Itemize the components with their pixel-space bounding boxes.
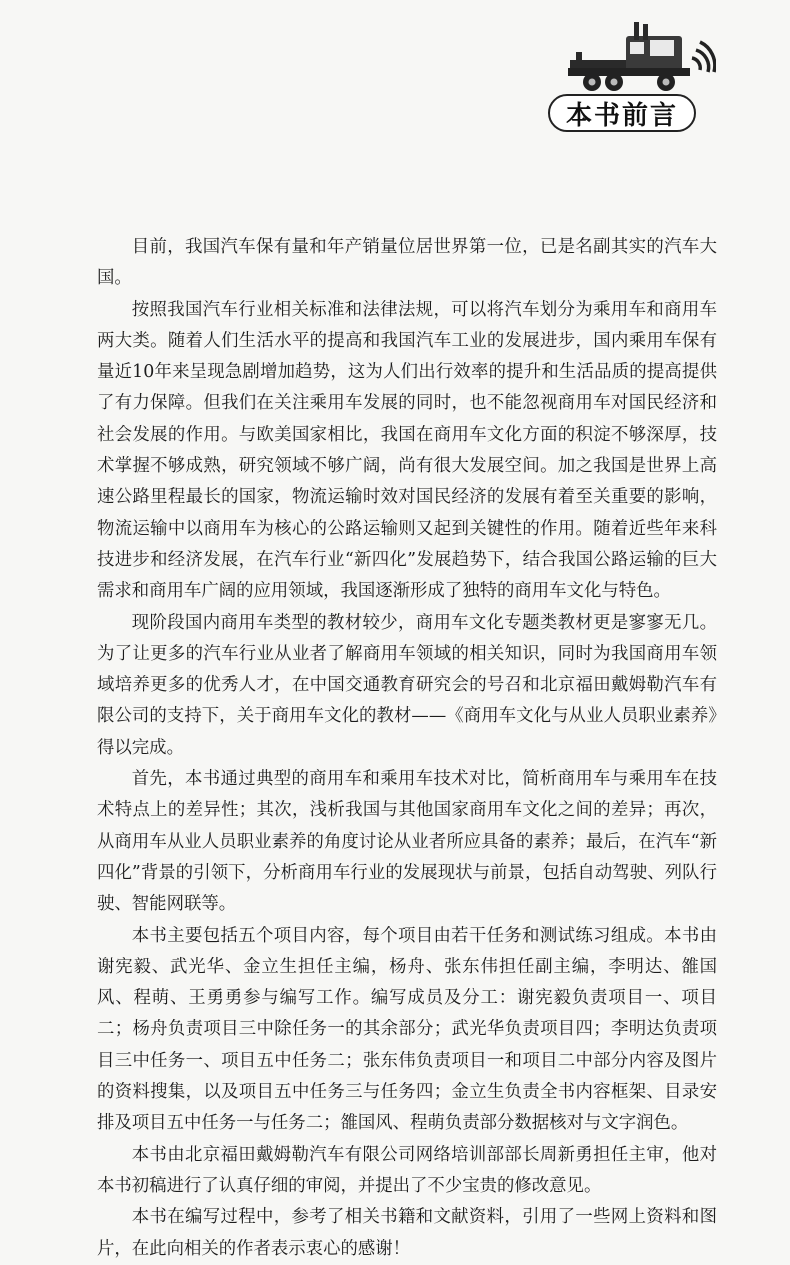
page-title: 本书前言 (548, 94, 696, 132)
paragraph: 本书主要包括五个项目内容，每个项目由若干任务和测试练习组成。本书由谢宪毅、武光华、金立生担任主编，杨舟、张东伟担任副主编，李明达、雒国风、程萌、王勇勇参与编写工作。编写成员及分工：谢宪毅负责项目一、项目二；杨舟负责项目三中除任务一的其余部分；武光华负责项目四；李明达负责项目三中任务一、项目五中任务二；张东伟负责项目一和项目二中部分内容及图片的资料搜集，以及项目五中任务三与任务四；金立生负责全书内容框架、目录安排及项目五中任务一与任务二；雒国风、程萌负责部分数据核对与文字润色。 (97, 925, 717, 1134)
paragraph: 目前，我国汽车保有量和年产销量位居世界第一位，已是名副其实的汽车大国。 (97, 237, 717, 289)
preface-header-badge (548, 22, 718, 134)
paragraph: 本书由北京福田戴姆勒汽车有限公司网络培训部部长周新勇担任主审，他对本书初稿进行了认真仔细的审阅，并提出了不少宝贵的修改意见。 (97, 1144, 717, 1196)
truck-icon (566, 22, 716, 104)
preface-body (97, 232, 717, 1265)
paragraph: 首先，本书通过典型的商用车和乘用车技术对比，简析商用车与乘用车在技术特点上的差异性；其次，浅析我国与其他国家商用车文化之间的差异；再次，从商用车从业人员职业素养的角度讨论从业者所应具备的素养；最后，在汽车“新四化”背景的引领下，分析商用车行业的发展现状与前景，包括自动驾驶、列队行驶、智能网联等。 (97, 769, 717, 915)
paragraph: 现阶段国内商用车类型的教材较少，商用车文化专题类教材更是寥寥无几。为了让更多的汽车行业从业者了解商用车领域的相关知识，同时为我国商用车领域培养更多的优秀人才，在中国交通教育研究会的号召和北京福田戴姆勒汽车有限公司的支持下，关于商用车文化的教材——《商用车文化与从业人员职业素养》得以完成。 (97, 612, 717, 758)
paragraph: 本书在编写过程中，参考了相关书籍和文献资料，引用了一些网上资料和图片，在此向相关的作者表示衷心的感谢！ (97, 1207, 717, 1259)
paragraph: 按照我国汽车行业相关标准和法律法规，可以将汽车划分为乘用车和商用车两大类。随着人们生活水平的提高和我国汽车工业的发展进步，国内乘用车保有量近10年来呈现急剧增加趋势，这为人们出行效率的提升和生活品质的提高提供了有力保障。但我们在关注乘用车发展的同时，也不能忽视商用车对国民经济和社会发展的作用。与欧美国家相比，我国在商用车文化方面的积淀不够深厚，技术掌握不够成熟，研究领域不够广阔，尚有很大发展空间。加之我国是世界上高速公路里程最长的国家，物流运输时效对国民经济的发展有着至关重要的影响，物流运输中以商用车为核心的公路运输则又起到关键性的作用。随着近些年来科技进步和经济发展，在汽车行业“新四化”发展趋势下，结合我国公路运输的巨大需求和商用车广阔的应用领域，我国逐渐形成了独特的商用车文化与特色。 (97, 299, 717, 602)
